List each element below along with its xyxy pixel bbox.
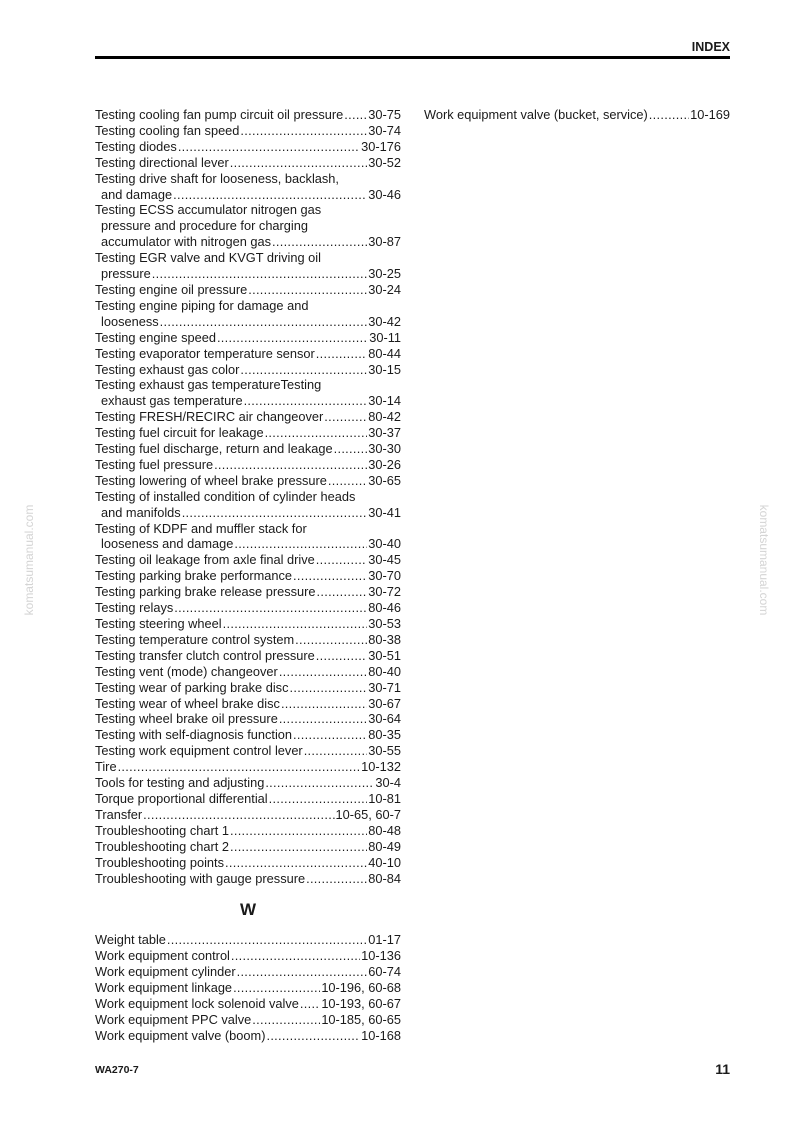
index-term: Testing cooling fan speed [95, 122, 240, 138]
index-page-ref: 10-81 [368, 790, 401, 806]
index-page-ref: 30-4 [375, 775, 401, 791]
index-page-ref: 30-45 [368, 552, 401, 568]
watermark-right: komatsumanual.com [757, 504, 771, 616]
index-page-ref: 30-15 [368, 361, 401, 377]
index-entry-line [95, 187, 401, 203]
index-term: Testing EGR valve and KVGT driving oil [95, 250, 321, 266]
index-header-title: INDEX [691, 40, 730, 54]
index-term: Work equipment valve (boom) [95, 1027, 266, 1043]
index-entry [95, 696, 401, 712]
index-page-ref: 30-87 [368, 234, 401, 250]
dot-leader [265, 775, 374, 791]
index-term: Testing wheel brake oil pressure [95, 711, 278, 727]
index-page-ref: 10-168 [361, 1027, 401, 1043]
footer-page-number: 11 [715, 1061, 730, 1077]
index-page-ref: 30-37 [368, 425, 401, 441]
index-entry [95, 1028, 401, 1044]
index-term: Testing fuel pressure [95, 456, 214, 472]
index-entry [95, 727, 401, 743]
index-entry [95, 250, 401, 282]
index-term: Troubleshooting with gauge pressure [95, 870, 306, 886]
dot-leader [328, 473, 367, 489]
dot-leader [316, 648, 367, 664]
dot-leader [316, 552, 367, 568]
index-page-ref: 80-46 [368, 600, 401, 616]
index-entry [95, 552, 401, 568]
index-entry-line [95, 393, 401, 409]
index-entry [95, 743, 401, 759]
index-term: Testing drive shaft for looseness, backlash, [95, 170, 339, 186]
index-entry-line [95, 536, 401, 552]
dot-leader [252, 1012, 320, 1028]
index-term: Testing of KDPF and muffler stack for [95, 520, 307, 536]
index-entry [95, 441, 401, 457]
index-page-ref: 10-193, 60-67 [321, 995, 401, 1011]
index-page-ref: 80-40 [368, 663, 401, 679]
dot-leader [173, 187, 367, 203]
dot-leader [152, 266, 367, 282]
index-term: Tools for testing and adjusting [95, 775, 265, 791]
index-term: Testing ECSS accumulator nitrogen gas [95, 202, 322, 218]
dot-leader [244, 393, 368, 409]
index-entry-line [95, 807, 401, 823]
index-page-ref: 30-72 [368, 584, 401, 600]
index-entry [95, 759, 401, 775]
index-entry [95, 1012, 401, 1028]
index-page-ref: 10-196, 60-68 [321, 980, 401, 996]
dot-leader [234, 536, 367, 552]
index-term: Testing transfer clutch control pressure [95, 647, 315, 663]
index-term: Testing diodes [95, 138, 177, 154]
index-entry-line [95, 314, 401, 330]
index-entry-line [95, 964, 401, 980]
index-term: and damage [101, 186, 173, 202]
index-page-ref: 30-14 [368, 393, 401, 409]
index-page-ref: 30-41 [368, 504, 401, 520]
dot-leader [240, 362, 367, 378]
index-term: accumulator with nitrogen gas [101, 234, 272, 250]
dot-leader [223, 616, 368, 632]
index-entry-line [95, 139, 401, 155]
index-entry [95, 600, 401, 616]
index-entry-line [95, 727, 401, 743]
dot-leader [118, 759, 361, 775]
dot-leader [178, 139, 360, 155]
index-entry [95, 980, 401, 996]
index-page-ref: 80-48 [368, 822, 401, 838]
index-entry [95, 680, 401, 696]
index-entry [95, 362, 401, 378]
index-page-ref: 30-74 [368, 122, 401, 138]
index-term: Work equipment control [95, 948, 230, 964]
index-term: Testing of installed condition of cylinder heads [95, 488, 356, 504]
index-entry-line [424, 107, 730, 123]
index-entry [95, 948, 401, 964]
index-column-left [95, 107, 401, 1044]
index-page-ref: 30-55 [368, 743, 401, 759]
index-entry-line [95, 441, 401, 457]
index-term: Troubleshooting chart 2 [95, 838, 229, 854]
index-entry [95, 855, 401, 871]
index-entry-line [95, 346, 401, 362]
index-entry [95, 664, 401, 680]
index-page-ref: 30-25 [368, 266, 401, 282]
index-entry [95, 473, 401, 489]
dot-leader [174, 600, 367, 616]
index-entry-line [95, 775, 401, 791]
index-entry [95, 632, 401, 648]
index-entry-line [95, 568, 401, 584]
index-entry-line [95, 521, 401, 537]
index-list-right [424, 107, 730, 123]
index-page-ref: 10-132 [361, 759, 401, 775]
index-term: Testing steering wheel [95, 616, 222, 631]
dot-leader [265, 425, 368, 441]
index-entry-line [95, 791, 401, 807]
index-entry [95, 282, 401, 298]
index-entry-line [95, 711, 401, 727]
dot-leader [269, 791, 368, 807]
index-term: Testing engine oil pressure [95, 281, 248, 297]
dot-leader [214, 457, 367, 473]
index-entry-line [95, 250, 401, 266]
index-term: pressure and procedure for charging [101, 218, 309, 234]
index-term: Work equipment lock solenoid valve [95, 995, 299, 1011]
index-page-ref: 30-176 [361, 138, 401, 154]
index-page-ref: 80-84 [368, 870, 401, 886]
index-page-ref: 01-17 [368, 932, 401, 948]
watermark-left: komatsumanual.com [22, 504, 36, 616]
index-entry-line [95, 552, 401, 568]
index-entry-line [95, 457, 401, 473]
index-page-ref: 10-136 [361, 948, 401, 964]
index-entry [95, 807, 401, 823]
index-entry-line [95, 266, 401, 282]
dot-leader [230, 155, 368, 171]
index-term: Testing relays [95, 600, 174, 616]
index-term: Testing fuel discharge, return and leakage [95, 441, 333, 457]
index-entry-line [95, 980, 401, 996]
index-entry [95, 823, 401, 839]
index-entry-line [95, 330, 401, 346]
index-entry [95, 425, 401, 441]
index-term: Testing lowering of wheel brake pressure [95, 472, 327, 488]
index-entry-line [95, 584, 401, 600]
index-term: Work equipment PPC valve [95, 1011, 252, 1027]
index-entry [95, 298, 401, 330]
dot-leader [316, 346, 367, 362]
index-entry [95, 107, 401, 123]
index-term: Testing oil leakage from axle final drive [95, 552, 315, 568]
section-letter-w: W [239, 900, 257, 920]
index-entry [95, 409, 401, 425]
index-term: Work equipment valve (bucket, service) [424, 107, 648, 122]
dot-leader [295, 632, 367, 648]
index-page-ref: 10-169 [690, 107, 730, 122]
index-page-ref: 10-185, 60-65 [321, 1011, 401, 1027]
index-entry-line [95, 362, 401, 378]
dot-leader [306, 871, 367, 887]
index-entry-line [95, 282, 401, 298]
index-term: Transfer [95, 806, 143, 822]
index-term: pressure [101, 266, 151, 282]
dot-leader [248, 282, 367, 298]
index-entry [95, 568, 401, 584]
index-entry [95, 457, 401, 473]
index-entry-line [95, 823, 401, 839]
index-page-ref: 30-53 [368, 616, 401, 631]
index-entry [95, 775, 401, 791]
dot-leader [233, 980, 320, 996]
dot-leader [279, 711, 367, 727]
dot-leader [272, 234, 367, 250]
dot-leader [240, 123, 367, 139]
index-term: Troubleshooting chart 1 [95, 822, 229, 838]
index-entry [95, 791, 401, 807]
index-term: Testing exhaust gas color [95, 361, 240, 377]
index-term: looseness and damage [101, 536, 234, 552]
index-term: Testing engine speed [95, 329, 216, 345]
index-entry [95, 489, 401, 521]
index-entry-line [95, 218, 401, 234]
dot-leader [279, 664, 367, 680]
dot-leader [649, 107, 689, 123]
index-entry-line [95, 632, 401, 648]
index-page-ref: 40-10 [368, 854, 401, 870]
index-entry [95, 346, 401, 362]
index-entry-line [95, 680, 401, 696]
index-term: Testing vent (mode) changeover [95, 663, 278, 679]
index-entry-line [95, 107, 401, 123]
index-entry-line [95, 505, 401, 521]
index-term: Testing fuel circuit for leakage [95, 425, 264, 441]
index-entry [95, 123, 401, 139]
dot-leader [266, 1028, 360, 1044]
index-entry [95, 711, 401, 727]
dot-leader [230, 839, 367, 855]
index-entry-line [95, 123, 401, 139]
index-term: Testing cooling fan pump circuit oil pressure [95, 107, 344, 122]
dot-leader [281, 696, 367, 712]
index-entry [95, 932, 401, 948]
index-entry [424, 107, 730, 123]
index-entry [95, 139, 401, 155]
index-entry-line [95, 234, 401, 250]
index-page-ref: 10-65, 60-7 [335, 806, 401, 822]
index-entry-line [95, 473, 401, 489]
index-term: Troubleshooting points [95, 854, 224, 870]
index-entry [95, 202, 401, 250]
header-rule [95, 56, 730, 59]
index-entry-line [95, 996, 401, 1012]
index-entry-line [95, 871, 401, 887]
index-page-ref: 30-75 [368, 107, 401, 122]
index-entry-line [95, 743, 401, 759]
dot-leader [344, 107, 367, 123]
index-entry [95, 871, 401, 887]
index-term: Testing FRESH/RECIRC air changeover [95, 409, 324, 425]
index-page-ref: 30-64 [368, 711, 401, 727]
footer-model: WA270-7 [95, 1064, 139, 1076]
index-entry-line [95, 648, 401, 664]
index-page-ref: 30-30 [368, 441, 401, 457]
index-entry [95, 964, 401, 980]
index-term: Testing exhaust gas temperatureTesting [95, 377, 322, 393]
dot-leader [300, 996, 320, 1012]
index-entry-line [95, 759, 401, 775]
index-page-ref: 30-24 [368, 281, 401, 297]
index-page-ref: 80-49 [368, 838, 401, 854]
index-entry [95, 330, 401, 346]
index-page-ref: 30-70 [368, 568, 401, 584]
dot-leader [160, 314, 368, 330]
index-term: Testing temperature control system [95, 631, 295, 647]
dot-leader [317, 584, 368, 600]
index-entry-line [95, 155, 401, 171]
index-entry-line [95, 600, 401, 616]
index-term: Testing engine piping for damage and [95, 297, 309, 313]
index-entry-line [95, 425, 401, 441]
index-page-ref: 30-40 [368, 536, 401, 552]
dot-leader [293, 568, 367, 584]
index-entry [95, 155, 401, 171]
index-entry [95, 616, 401, 632]
index-page-ref: 30-52 [368, 154, 401, 170]
index-entry [95, 171, 401, 203]
index-entry [95, 521, 401, 553]
index-entry-line [95, 409, 401, 425]
dot-leader [237, 964, 368, 980]
index-term: Work equipment linkage [95, 980, 233, 996]
index-page-ref: 80-44 [368, 345, 401, 361]
index-term: Weight table [95, 932, 166, 948]
dot-leader [334, 441, 368, 457]
dot-leader [182, 505, 368, 521]
index-entry [95, 839, 401, 855]
index-entry-line [95, 855, 401, 871]
index-term: Testing directional lever [95, 154, 229, 170]
dot-leader [225, 855, 367, 871]
index-entry [95, 377, 401, 409]
dot-leader [230, 823, 367, 839]
index-entry-line [95, 1012, 401, 1028]
index-entry [95, 648, 401, 664]
index-entry-line [95, 377, 401, 393]
index-term: Torque proportional differential [95, 790, 268, 806]
dot-leader [167, 932, 367, 948]
index-page-ref: 80-35 [368, 727, 401, 743]
dot-leader [324, 409, 367, 425]
index-entry-line [95, 932, 401, 948]
index-entry [95, 996, 401, 1012]
index-entry-line [95, 839, 401, 855]
index-entry-line [95, 616, 401, 632]
index-entry-line [95, 298, 401, 314]
index-entry [95, 584, 401, 600]
index-entry-line [95, 489, 401, 505]
index-entry-line [95, 696, 401, 712]
index-term: Tire [95, 759, 117, 775]
index-entry-line [95, 202, 401, 218]
index-page-ref: 30-26 [368, 456, 401, 472]
index-page-ref: 30-71 [368, 679, 401, 695]
index-term: Testing wear of wheel brake disc [95, 695, 280, 711]
dot-leader [231, 948, 360, 964]
index-term: Testing parking brake release pressure [95, 584, 316, 600]
dot-leader [143, 807, 334, 823]
dot-leader [293, 727, 367, 743]
index-page-ref: 30-51 [368, 647, 401, 663]
index-term: and manifolds [101, 504, 181, 520]
index-term: Testing work equipment control lever [95, 743, 303, 759]
index-term: Work equipment cylinder [95, 964, 236, 980]
index-term: Testing with self-diagnosis function [95, 727, 293, 743]
index-term: Testing wear of parking brake disc [95, 679, 289, 695]
index-page-ref: 80-42 [368, 409, 401, 425]
index-term: Testing parking brake performance [95, 568, 293, 584]
index-page-ref: 30-67 [368, 695, 401, 711]
dot-leader [304, 743, 368, 759]
index-term: looseness [101, 313, 159, 329]
index-page-ref: 30-65 [368, 472, 401, 488]
index-entry-line [95, 948, 401, 964]
index-page-ref: 30-42 [368, 313, 401, 329]
index-page-ref: 30-11 [369, 329, 401, 345]
index-page-ref: 80-38 [368, 631, 401, 647]
index-entry-line [95, 1028, 401, 1044]
index-list-w [95, 932, 401, 1043]
index-column-right [424, 107, 730, 123]
index-term: Testing evaporator temperature sensor [95, 345, 315, 361]
dot-leader [217, 330, 368, 346]
index-entry-line [95, 664, 401, 680]
index-term: exhaust gas temperature [101, 393, 243, 409]
dot-leader [289, 680, 367, 696]
index-list-t [95, 107, 401, 886]
index-entry-line [95, 171, 401, 187]
index-page-ref: 60-74 [368, 964, 401, 980]
index-page-ref: 30-46 [368, 186, 401, 202]
